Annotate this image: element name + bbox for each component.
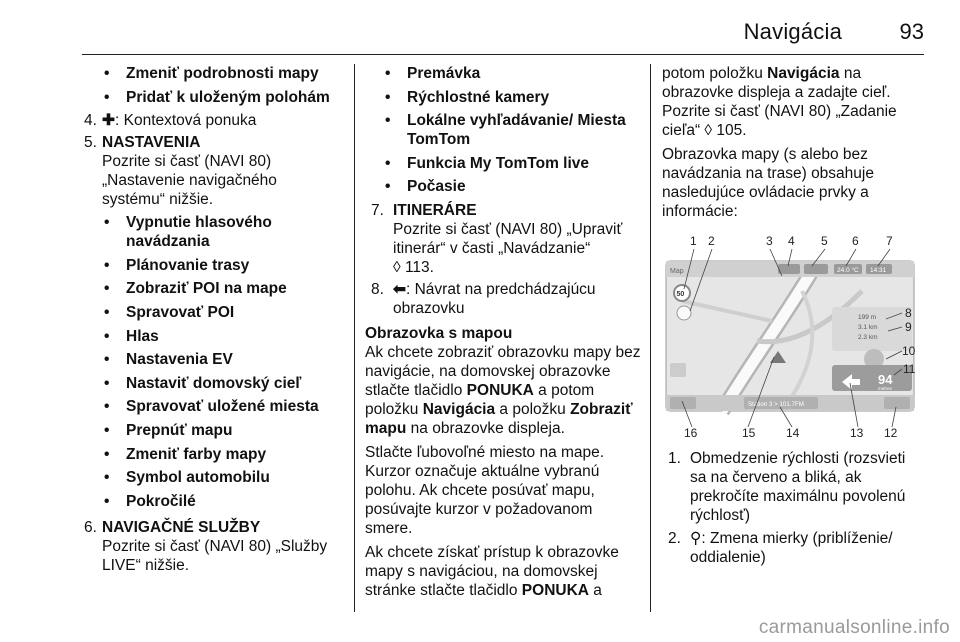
speed-limit-sign: 50 <box>676 291 685 298</box>
column-3 <box>662 64 924 571</box>
callout-number: 5 <box>821 234 828 248</box>
list-item-5: 5. NASTAVENIA Pozrite si časť (NAVI 80) „Nastavenie navigačného systému“ nižšie. • Vypnutie hlasového navádzania • Plánovanie trasy • Zobraziť POI na mape • Spravovať POI • Hlas • Nastavenia EV • Nastaviť domovský cieľ • Spravovať uložené miesta • Prepnúť mapu • Zmeniť farby mapy • Symbol automobilu • Pokročilé <box>84 133 342 515</box>
page-title: Navigácia <box>743 19 842 44</box>
clock-readout: 14:31 <box>870 267 887 274</box>
list-item: • Zobraziť POI na mape <box>104 280 287 298</box>
paragraph: Pozrite si časť (NAVI 80) „Služby LIVE“ nižšie. <box>102 538 328 575</box>
list-item-8: 8. ⬅: Návrat na predchádzajúcu obrazovku <box>371 280 596 317</box>
watermark: carmanualsonline.info <box>758 617 950 638</box>
paragraph: Pozrite si časť (NAVI 80) „Nastavenie navigačného systému“ nižšie. <box>102 153 277 209</box>
plus-icon: ✚ <box>102 112 115 130</box>
section-heading: ITINERÁRE <box>393 201 477 219</box>
paragraph: potom položku Navigácia na obrazovke displeja a zadajte cieľ. Pozrite si časť (NAVI 80) „Zadanie cieľa“ ◊ 105. <box>662 65 897 139</box>
header-divider <box>82 54 924 55</box>
column-divider-2 <box>650 64 651 612</box>
callout-number: 3 <box>766 234 773 248</box>
callout-number: 8 <box>905 306 912 320</box>
callout-number: 14 <box>786 426 800 439</box>
list-item: • Plánovanie trasy <box>104 256 250 274</box>
list-item-2: 2. ⚲: Zmena mierky (priblíženie/ oddialenie) <box>668 530 893 566</box>
list-item: • Nastaviť domovský cieľ <box>104 374 302 392</box>
callout-number: 7 <box>886 234 893 248</box>
section-heading: NAVIGAČNÉ SLUŽBY <box>102 519 261 537</box>
list-item: • Lokálne vyhľadávanie/ Miesta TomTom <box>385 112 626 149</box>
top-bullet-list <box>84 64 342 107</box>
callout-number: 4 <box>788 234 795 248</box>
zoom-icon: ⚲ <box>690 530 702 547</box>
services-bullet-list <box>365 64 643 196</box>
list-item: • Pridať k uloženým polohám <box>104 88 330 106</box>
callout-number: 15 <box>742 426 756 439</box>
list-item: • Zmeniť podrobnosti mapy <box>104 65 319 82</box>
page-header <box>0 0 960 56</box>
list-item: • Premávka <box>385 65 481 82</box>
list-item: • Rýchlostné kamery <box>385 88 550 106</box>
list-item: • Pokročilé <box>104 492 196 510</box>
column-2 <box>365 64 643 605</box>
distance-3: 2.3 km <box>858 334 878 341</box>
list-item: • Symbol automobilu <box>104 469 270 487</box>
list-item-7: 7. ITINERÁRE Pozrite si časť (NAVI 80) „Upraviť itinerár“ v časti „Navádzanie“ ◊ 113. <box>365 201 643 277</box>
callout-number: 16 <box>684 426 698 439</box>
section-heading: NASTAVENIA <box>102 134 201 152</box>
settings-bullet-list <box>102 213 342 511</box>
list-item: • Nastavenia EV <box>104 351 233 369</box>
callout-number: 12 <box>884 426 898 439</box>
map-screen-figure <box>662 231 918 439</box>
station-readout: Station 3 > 101.7FM <box>748 401 804 408</box>
back-arrow-icon: ⬅ <box>393 280 406 298</box>
list-item-4: 4. ✚: Kontextová ponuka <box>84 112 257 130</box>
map-label: Map <box>670 268 684 275</box>
list-item: • Počasie <box>385 178 466 196</box>
list-item: • Spravovať uložené miesta <box>104 398 319 416</box>
list-item: • Funkcia My TomTom live <box>385 154 590 172</box>
callout-number: 9 <box>905 320 912 334</box>
column-1 <box>84 64 342 578</box>
paragraph: Obrazovka mapy (s alebo bez navádzania na trase) obsahuje nasledujúce ovládacie prvky a informácie: <box>662 146 874 220</box>
page-number: 93 <box>899 19 924 44</box>
paragraph: Pozrite si časť (NAVI 80) „Upraviť itinerár“ v časti „Navádzanie“ <box>393 220 623 257</box>
callout-number: 13 <box>850 426 864 439</box>
map-screen-illustration <box>662 231 918 439</box>
callout-number: 1 <box>690 234 697 248</box>
list-item: • Zmeniť farby mapy <box>104 445 267 463</box>
distance-1: 199 m <box>858 314 877 321</box>
callout-number: 2 <box>708 234 715 248</box>
callout-number: 11 <box>903 362 916 376</box>
section-heading-map-screen: Obrazovka s mapou <box>365 324 513 342</box>
paragraph: Stlačte ľubovoľné miesto na mape. Kurzor označuje aktuálne vybranú polohu. Ak chcete posúvať mapu, posúvajte kurzor v požadovanom smere. <box>365 443 605 537</box>
paragraph: Ak chcete získať prístup k obrazovke mapy s navigáciou, na domovskej stránke stlačte tlačidlo PONUKA a <box>365 543 619 599</box>
page-reference: ◊ 113. <box>393 258 434 276</box>
column-divider-1 <box>354 64 355 612</box>
list-item-1: 1. Obmedzenie rýchlosti (rozsvieti sa na červeno a bliká, ak prekročíte maximálnu povolenú rýchlosť) <box>668 450 906 524</box>
callout-number: 10 <box>902 344 916 358</box>
list-item: • Vypnutie hlasového navádzania <box>104 214 272 251</box>
paragraph: Ak chcete zobraziť obrazovku mapy bez navigácie, na domovskej obrazovke stlačte tlačidlo PONUKA a potom položku Navigácia a položku Zobraziť mapu na obrazovke displeja. <box>365 343 641 437</box>
temperature-readout: 24.0 °C <box>837 267 859 274</box>
callout-number: 6 <box>852 234 859 248</box>
next-turn-distance: 94 <box>878 372 893 387</box>
list-item: • Prepnúť mapu <box>104 421 233 439</box>
list-item-6: 6. NAVIGAČNÉ SLUŽBY Pozrite si časť (NAVI 80) „Služby LIVE“ nižšie. <box>84 518 342 575</box>
list-item: • Hlas <box>104 327 159 345</box>
next-turn-unit: metres <box>878 386 892 391</box>
list-item: • Spravovať POI <box>104 303 235 321</box>
distance-2: 3.1 km <box>858 324 878 331</box>
